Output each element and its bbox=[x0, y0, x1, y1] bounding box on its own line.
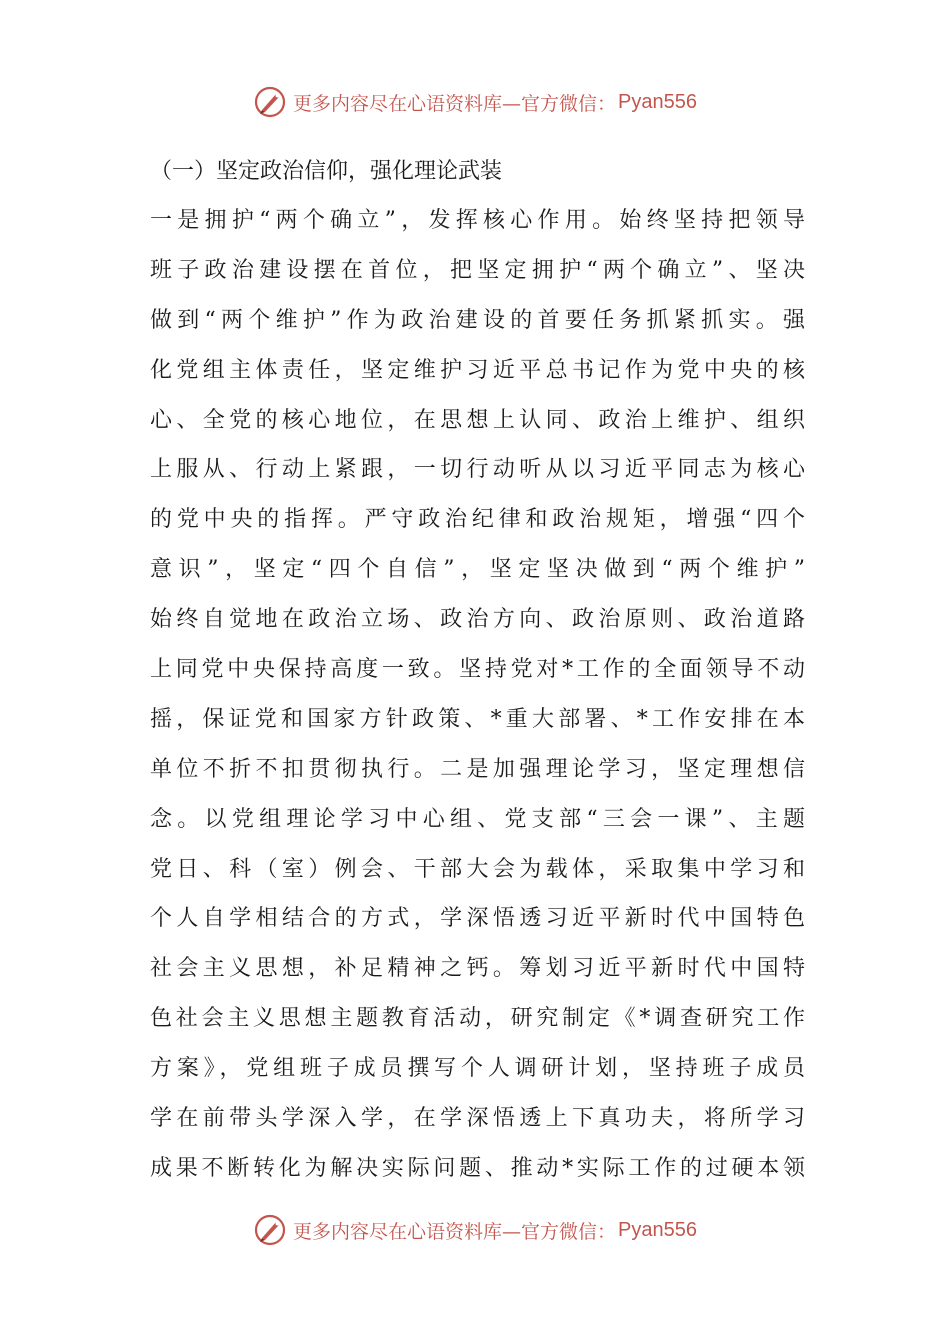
body-line: 做到“两个维护”作为政治建设的首要任务抓紧抓实。强 bbox=[150, 307, 805, 333]
body-line: 念。以党组理论学习中心组、党支部“三会一课”、主题 bbox=[150, 806, 805, 832]
body-line: 社会主义思想，补足精神之钙。筹划习近平新时代中国特 bbox=[150, 956, 805, 982]
body-line: 色社会主义思想主题教育活动，研究制定《*调查研究工作 bbox=[150, 1006, 805, 1032]
body-line: 上同党中央保持高度一致。坚持党对*工作的全面领导不动 bbox=[150, 657, 805, 683]
body-line: 意识”，坚定“四个自信”，坚定坚决做到“两个维护” bbox=[150, 557, 805, 583]
body-line: 党日、科（室）例会、干部大会为载体，采取集中学习和 bbox=[150, 856, 805, 882]
body-line: 个人自学相结合的方式，学深悟透习近平新时代中国特色 bbox=[150, 906, 805, 932]
body-line: 心、全党的核心地位，在思想上认同、政治上维护、组织 bbox=[150, 407, 805, 433]
header-watermark bbox=[0, 80, 950, 124]
body-line: 上服从、行动上紧跟，一切行动听从以习近平同志为核心 bbox=[150, 457, 805, 483]
body-line: 一是拥护“两个确立”，发挥核心作用。始终坚持把领导 bbox=[150, 208, 805, 233]
body-line: 方案》，党组班子成员撰写个人调研计划，坚持班子成员 bbox=[150, 1056, 805, 1082]
quill-pen-logo-icon bbox=[253, 85, 287, 119]
watermark-text: 更多内容尽在心语资料库—官方微信： bbox=[293, 1220, 617, 1243]
body-line: 成果不断转化为解决实际问题、推动*实际工作的过硬本领 bbox=[150, 1155, 805, 1181]
watermark-text: 更多内容尽在心语资料库—官方微信： bbox=[293, 92, 617, 115]
body-line: 学在前带头学深入学，在学深悟透上下真功夫，将所学习 bbox=[150, 1106, 805, 1132]
quill-pen-logo-icon bbox=[253, 1213, 287, 1247]
body-line: 化党组主体责任，坚定维护习近平总书记作为党中央的核 bbox=[150, 357, 805, 383]
section-heading: （一）坚定政治信仰，强化理论武装 bbox=[150, 159, 503, 184]
body-line: 始终自觉地在政治立场、政治方向、政治原则、政治道路 bbox=[150, 607, 805, 633]
body-line: 单位不折不扣贯彻执行。二是加强理论学习，坚定理想信 bbox=[150, 756, 805, 782]
body-paragraph bbox=[150, 196, 805, 1194]
body-line: 班子政治建设摆在首位，把坚定拥护“两个确立”、坚决 bbox=[150, 257, 805, 283]
body-line: 摇，保证党和国家方针政策、*重大部署、*工作安排在本 bbox=[150, 706, 805, 732]
body-line: 的党中央的指挥。严守政治纪律和政治规矩，增强“四个 bbox=[150, 507, 805, 533]
watermark-wechat-id: Pyan556 bbox=[618, 90, 697, 113]
watermark-wechat-id: Pyan556 bbox=[618, 1218, 697, 1241]
footer-watermark bbox=[0, 1208, 950, 1252]
